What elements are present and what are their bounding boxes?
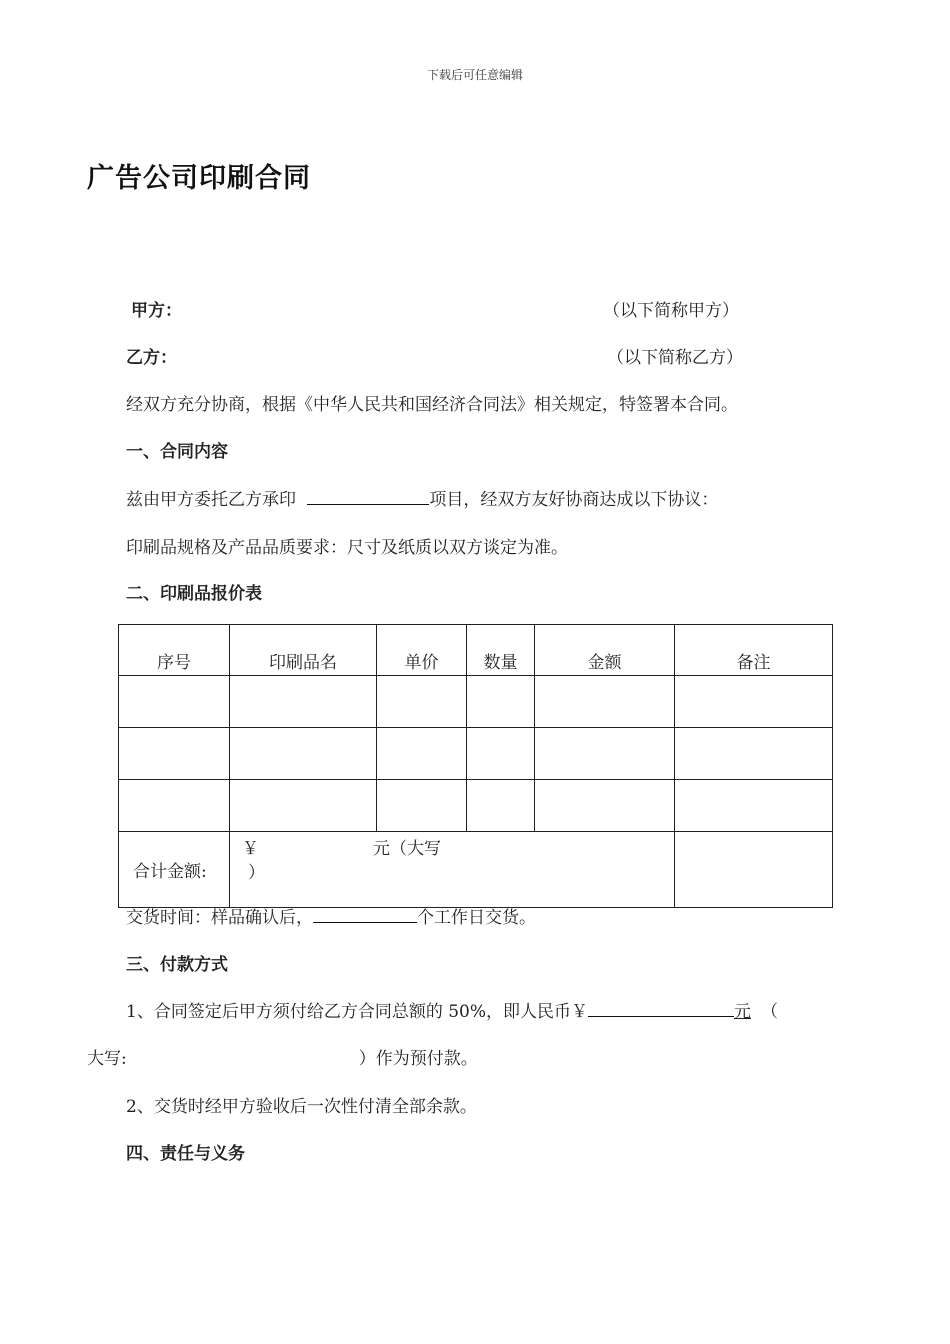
total-amount-cell[interactable] [230, 832, 675, 908]
section2-heading: 二、印刷品报价表 [126, 584, 262, 604]
table-cell[interactable] [675, 676, 833, 728]
prepayment-yuan: 元 [734, 1002, 752, 1022]
currency-symbol: ￥ [242, 839, 259, 859]
table-cell[interactable] [119, 780, 230, 832]
party-a-label: 甲方： [131, 301, 182, 321]
table-row [119, 728, 833, 780]
table-cell[interactable] [675, 728, 833, 780]
header-cell-quantity: 数量 [467, 625, 535, 676]
payment-item-1-text: 1、合同签定后甲方须付给乙方合同总额的 50%，即人民币￥ [126, 1002, 589, 1022]
delivery-line [126, 903, 536, 928]
delivery-days-blank[interactable] [313, 905, 417, 923]
delivery-prefix: 交货时间：样品确认后， [126, 908, 313, 928]
table-row [119, 676, 833, 728]
total-remarks-cell[interactable] [675, 832, 833, 908]
table-cell[interactable] [230, 676, 377, 728]
table-cell[interactable] [535, 676, 675, 728]
section4-heading: 四、责任与义务 [126, 1144, 245, 1164]
table-cell[interactable] [467, 780, 535, 832]
table-cell[interactable] [377, 676, 467, 728]
table-cell[interactable] [467, 728, 535, 780]
prepayment-amount-blank[interactable] [588, 999, 734, 1017]
quote-table [118, 624, 833, 908]
table-cell[interactable] [535, 728, 675, 780]
table-total-row [119, 832, 833, 908]
header-cell-remarks: 备注 [675, 625, 833, 676]
header-cell-unit-price: 单价 [377, 625, 467, 676]
intro-paragraph: 经双方充分协商，根据《中华人民共和国经济合同法》相关规定，特签署本合同。 [126, 395, 738, 415]
header-cell-index: 序号 [119, 625, 230, 676]
document-title: 广告公司印刷合同 [87, 163, 311, 194]
table-cell[interactable] [377, 728, 467, 780]
table-row [119, 780, 833, 832]
total-yuan-label: 元（大写 [373, 839, 441, 859]
section3-heading: 三、付款方式 [126, 955, 228, 975]
party-b-label: 乙方： [126, 348, 177, 368]
table-cell[interactable] [119, 728, 230, 780]
header-cell-amount: 金额 [535, 625, 675, 676]
table-cell[interactable] [230, 728, 377, 780]
section1-heading: 一、合同内容 [126, 442, 228, 462]
prepayment-suffix: ）作为预付款。 [358, 1049, 478, 1069]
table-cell[interactable] [535, 780, 675, 832]
total-amount-line [242, 834, 441, 859]
project-name-blank[interactable] [307, 487, 429, 505]
table-cell[interactable] [675, 780, 833, 832]
table-cell[interactable] [467, 676, 535, 728]
prepayment-open-paren: （ [761, 1002, 779, 1022]
table-header-row [119, 625, 833, 676]
total-label-cell: 合计金额: [119, 832, 230, 908]
payment-item-1-continued [87, 1044, 478, 1069]
table-cell[interactable] [119, 676, 230, 728]
party-a-alias: （以下简称甲方） [603, 301, 739, 321]
table-cell[interactable] [377, 780, 467, 832]
payment-item-1 [126, 997, 778, 1022]
table-cell[interactable] [230, 780, 377, 832]
total-close-paren: ） [248, 863, 265, 883]
section1-project-line [126, 485, 718, 510]
party-b-alias: （以下简称乙方） [607, 348, 743, 368]
header-cell-item-name: 印刷品名 [230, 625, 377, 676]
payment-item-2: 2、交货时经甲方验收后一次性付清全部余款。 [126, 1097, 477, 1117]
project-line-prefix: 兹由甲方委托乙方承印 [126, 490, 296, 510]
delivery-suffix: 个工作日交货。 [417, 908, 536, 928]
project-line-suffix: 项目，经双方友好协商达成以下协议： [429, 490, 719, 510]
spec-line: 印刷品规格及产品品质要求：尺寸及纸质以双方谈定为准。 [126, 538, 568, 558]
amount-in-words-label: 大写: [87, 1049, 127, 1069]
header-note: 下载后可任意编辑 [426, 68, 523, 82]
